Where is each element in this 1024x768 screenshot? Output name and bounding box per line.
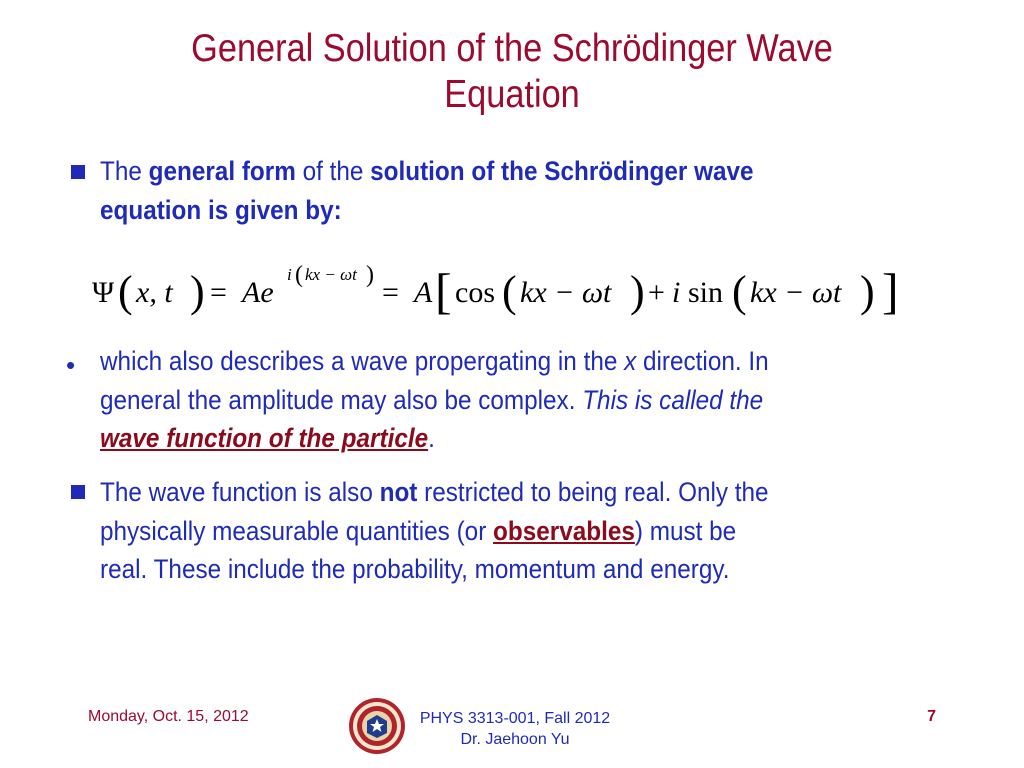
exp-i: i — [287, 265, 292, 284]
slide-title-line-1: General Solution of the Schrödinger Wave — [191, 27, 833, 70]
footer-instructor: Dr. Jaehoon Yu — [460, 731, 570, 749]
args-x-t: x, t — [136, 276, 173, 309]
bullet-general-form — [100, 152, 874, 229]
slide-title-line-2: Equation — [444, 73, 580, 117]
text-segment: physically measurable quantities (or — [100, 515, 494, 546]
exp-inner: kx − ωt — [305, 265, 357, 284]
bullet-wave-description — [100, 342, 874, 458]
equals-1: = — [210, 276, 227, 309]
bold-not: not — [379, 477, 418, 507]
page-number: 7 — [927, 708, 936, 725]
square-bullet-icon — [71, 165, 85, 179]
sin-paren-close: ) — [860, 267, 875, 316]
text-segment: of the — [295, 156, 371, 186]
plus-sign: + — [648, 276, 665, 309]
psi-symbol: Ψ — [92, 276, 115, 309]
text-segment: which also describes a wave propergating in the — [100, 346, 625, 376]
bold-equation-given: equation is given by: — [100, 194, 342, 225]
square-bullet-icon — [71, 485, 85, 499]
text-segment: . — [428, 423, 435, 454]
italic-x: x — [624, 346, 637, 376]
Ae-term: Ae — [242, 276, 274, 309]
bold-solution-text: solution of the Schrödinger wave — [370, 156, 754, 186]
sin-paren-open: ( — [732, 267, 747, 316]
bold-general-form: general form — [148, 156, 296, 186]
imaginary-i: i — [672, 276, 681, 309]
cos-paren-close: ) — [630, 267, 645, 316]
footer-date: Monday, Oct. 15, 2012 — [88, 708, 249, 725]
equals-2: = — [382, 276, 399, 309]
cos-function: cos — [455, 276, 495, 309]
text-segment: real. These include the probability, momentum and energy. — [100, 554, 730, 585]
text-segment: restricted to being real. Only the — [417, 477, 769, 507]
dot-bullet-icon: • — [66, 350, 76, 380]
footer-course-info — [410, 708, 620, 750]
bullet-observables — [100, 473, 874, 589]
paren-close: ) — [190, 267, 205, 316]
exp-paren-close: ) — [366, 262, 374, 288]
cos-argument: kx − ωt — [520, 276, 612, 309]
A-term: A — [414, 276, 433, 309]
text-segment: direction. In — [636, 346, 769, 376]
wave-equation — [90, 250, 920, 330]
text-segment: The wave function is also — [100, 477, 380, 507]
university-seal-icon — [348, 697, 406, 755]
paren-open: ( — [118, 267, 133, 316]
slide-title — [132, 26, 892, 118]
footer-course: PHYS 3313-001, Fall 2012 — [419, 710, 611, 727]
observables-term: observables — [493, 515, 635, 546]
text-segment: general the amplitude may also be complex. — [100, 384, 583, 415]
exp-paren-open: ( — [295, 262, 303, 288]
wave-function-term: wave function of the particle — [100, 423, 429, 454]
bracket-close: ] — [882, 263, 899, 319]
sin-argument: kx − ωt — [750, 276, 842, 309]
text-segment: The — [100, 156, 149, 186]
text-segment: ) must be — [634, 515, 737, 546]
italic-called-text: This is called the — [582, 384, 764, 415]
sin-function: sin — [688, 276, 724, 309]
cos-paren-open: ( — [502, 267, 517, 316]
bracket-open: [ — [435, 263, 452, 319]
